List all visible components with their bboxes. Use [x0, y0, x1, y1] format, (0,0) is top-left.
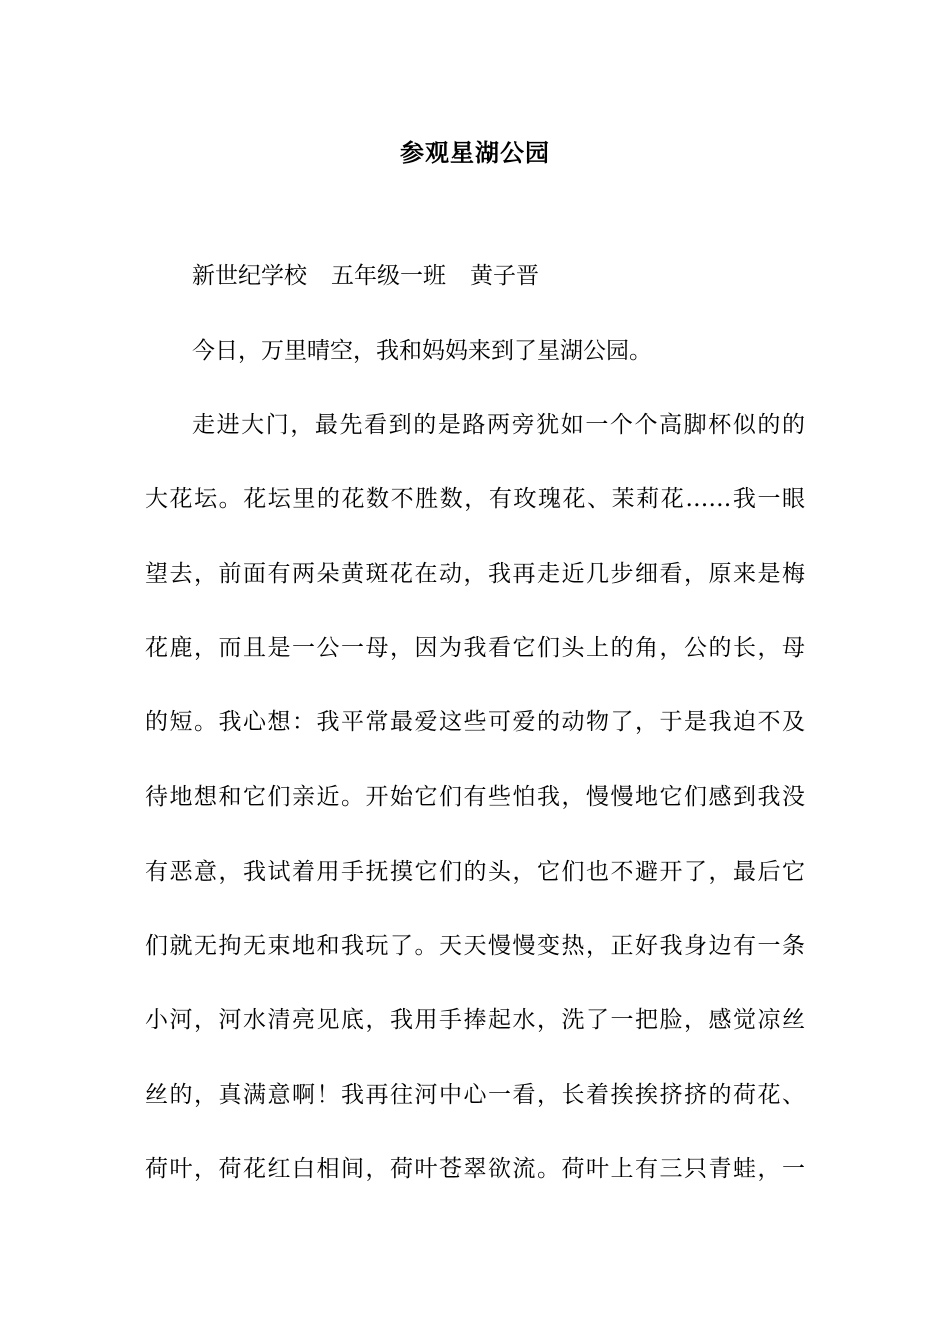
- paragraph-line: 荷叶，荷花红白相间，荷叶苍翠欲流。荷叶上有三只青蛙，一: [145, 1156, 805, 1182]
- class-name: 五年级一班: [331, 263, 446, 289]
- paragraph-line: 大花坛。花坛里的花数不胜数，有玫瑰花、茉莉花……我一眼: [145, 486, 805, 512]
- paragraph-line: 望去，前面有两朵黄斑花在动，我再走近几步细看，原来是梅: [145, 561, 805, 587]
- paragraph-line: 待地想和它们亲近。开始它们有些怕我，慢慢地它们感到我没: [145, 784, 805, 810]
- paragraph-line: 有恶意，我试着用手抚摸它们的头，它们也不避开了，最后它: [145, 859, 805, 885]
- paragraph-line: 走进大门，最先看到的是路两旁犹如一个个高脚杯似的的: [192, 412, 805, 438]
- author-name: 黄子晋: [470, 263, 539, 289]
- paragraph-line: 花鹿，而且是一公一母，因为我看它们头上的角，公的长，母: [145, 635, 805, 661]
- paragraph-line: 们就无拘无束地和我玩了。天天慢慢变热，正好我身边有一条: [145, 933, 805, 959]
- paragraph-line: 的短。我心想：我平常最爱这些可爱的动物了，于是我迫不及: [145, 709, 805, 735]
- paragraph-line: 今日，万里晴空，我和妈妈来到了星湖公园。: [192, 338, 652, 364]
- paragraph-line: 丝的，真满意啊！我再往河中心一看，长着挨挨挤挤的荷花、: [145, 1082, 805, 1108]
- author-byline: [192, 260, 805, 292]
- paragraph-line: 小河，河水清亮见底，我用手捧起水，洗了一把脸，感觉凉丝: [145, 1007, 805, 1033]
- document-title: 参观星湖公园: [400, 138, 550, 167]
- school-name: 新世纪学校: [192, 263, 307, 289]
